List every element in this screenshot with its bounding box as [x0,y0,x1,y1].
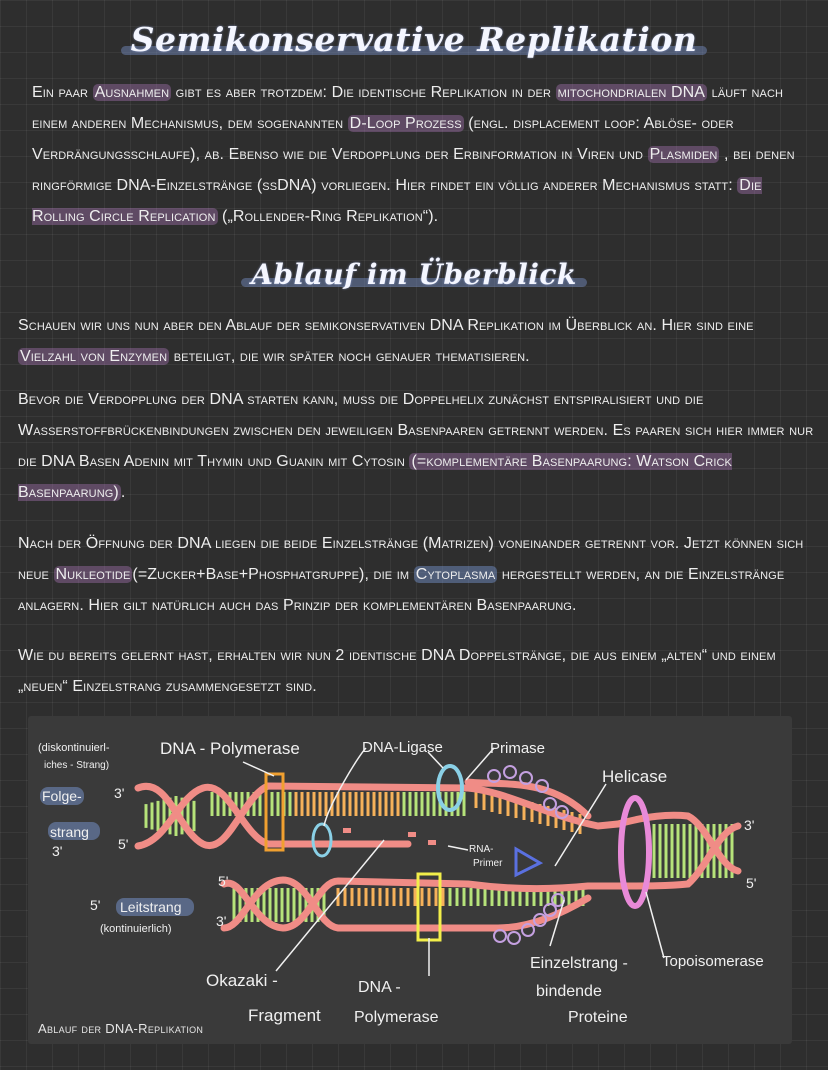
ssb-protein [520,772,532,784]
ssb-protein [504,766,516,778]
label-folge: Folge- [42,788,82,804]
label-dna-polymerase-top: DNA - Polymerase [160,739,300,758]
label-diskont2: iches - Strang) [44,760,110,771]
nucleotides-paragraph [18,528,814,621]
intro-text: läuft nach einem anderen Mechanismus, dem sogenannten [32,84,784,132]
prime-3-leading: 3' [216,913,227,929]
label-polymerase-bottom: Polymerase [354,1009,439,1026]
label-topoisomerase: Topoisomerase [662,953,764,970]
result-paragraph [18,640,814,702]
label-rna: RNA- [469,844,494,855]
result-text: Wie du bereits gelernt hast, erhalten wir nun 2 identische DNA Doppelstränge, die aus einem „alten“ und einem „neuen“ Einzelstrang zusammengesetzt sind. [18,647,776,695]
section-title [0,258,828,291]
prime-5-leit: 5' [90,897,101,913]
prime-5-left-top: 5' [118,836,129,852]
ssb-protein [544,798,556,810]
replication-diagram [28,716,792,1044]
prime-3-left-top: 3' [114,785,125,801]
prime-5-right: 5' [746,875,757,891]
ssb-protein [494,930,506,942]
highlight-ausnahmen: Ausnahmen [94,84,170,101]
label-proteine: Proteine [568,1009,628,1026]
nucleotides-text: (=Zucker+Base+Phosphatgruppe), die im [132,566,414,583]
page-title-text: Semikonservative Replikation [121,20,708,59]
overview-text: Schauen wir uns nun aber den Ablauf der semikonservativen DNA Replikation im Überblick an. Hier sind eine [18,317,754,334]
rna-primer-block [428,840,436,845]
ssb-protein [508,932,520,944]
label-einzelstrang: Einzelstrang - [530,955,628,972]
highlight-cytoplasma: Cytoplasma [415,566,496,583]
highlight-mitochondrial: mitochondrialen DNA [557,84,706,101]
leader-lines [243,748,664,976]
highlight-plasmiden: Plasmiden [649,146,718,163]
highlight-enzyme: Vielzahl von Enzymen [20,348,168,365]
unwinding-text: . [120,484,126,501]
label-helicase: Helicase [602,767,668,786]
label-fragment: Fragment [248,1006,321,1025]
label-strang: strang [50,824,89,840]
helicase-shape [621,798,649,906]
highlight-rolling-circle: Die Rolling Circle Replication [32,177,762,225]
parent-strand-upper-fork [468,782,588,816]
label-kontinuierlich: (kontinuierlich) [100,923,172,935]
unwinding-paragraph [18,384,814,508]
prime-3-right: 3' [744,817,755,833]
highlight-nukleotide: Nukleotide [55,566,131,583]
overview-paragraph [18,310,814,372]
primer-shape [516,849,540,875]
nucleotides-text: hergestellt werden, an die Einzelstränge anlagern. Hier gilt natürlich auch das Prinzip der komplementären Basenpaarung. [18,566,785,614]
intro-text: („Rollender-Ring Replikation“). [217,208,439,225]
replication-diagram-svg [28,716,792,1044]
section-title-text: Ablauf im Überblick [241,258,587,291]
label-dna-bottom: DNA - [358,979,401,996]
prime-5-leading: 5' [218,873,229,889]
label-bindende: bindende [536,983,602,1000]
dna-ligase-shape [313,824,331,856]
highlight-basenpaarung: (=komplementäre Basenpaarung: Watson Crick Basenpaarung) [18,453,732,501]
label-primase: Primase [490,740,546,757]
label-leitstrang: Leitstrang [120,899,182,915]
prime-3-folge: 3' [52,843,63,859]
rna-primer-block [408,832,416,837]
highlight-d-loop: D-Loop Prozess [349,115,462,132]
intro-paragraph [32,77,800,232]
unwinding-text: Bevor die Verdopplung der DNA starten kann, muss die Doppelhelix zunächst entspiralisiert und die Wasserstoffbrückenbindungen zwischen den jeweiligen Basenpaaren getrennt werden. Es paaren sich hier immer nur die DNA Basen Adenin mit Thymin und Guanin mit Cytosin [18,391,814,470]
intro-text: gibt es aber trotzdem: Die identische Replikation in der [171,84,556,101]
intro-text: Ein paar [32,84,93,101]
label-dna-ligase: DNA-Ligase [362,739,443,756]
label-diskont: (diskontinuierl- [38,742,110,754]
intro-text: , bei denen ringförmige DNA-Einzelstränge (ssDNA) vorliegen. Hier findet ein völlig anderer Mechanismus statt: [32,146,795,194]
page-title [0,20,828,59]
label-primer: Primer [473,858,503,869]
rna-primer-block [343,828,351,833]
nucleotides-text: Nach der Öffnung der DNA liegen die beide Einzelstränge (Matrizen) voneinander getrennt vor. Jetzt können sich neue [18,535,804,583]
diagram-caption: Ablauf der DNA-Replikation [38,1021,204,1036]
lagging-template-strand [138,786,618,846]
overview-text: beteiligt, die wir später noch genauer thematisieren. [169,348,530,365]
label-okazaki: Okazaki - [206,971,278,990]
intro-text: (engl. displacement loop: Ablöse- oder Verdrängungsschlaufe), ab. Ebenso wie die Verdopplung der Erbinformation in Viren und [32,115,734,163]
